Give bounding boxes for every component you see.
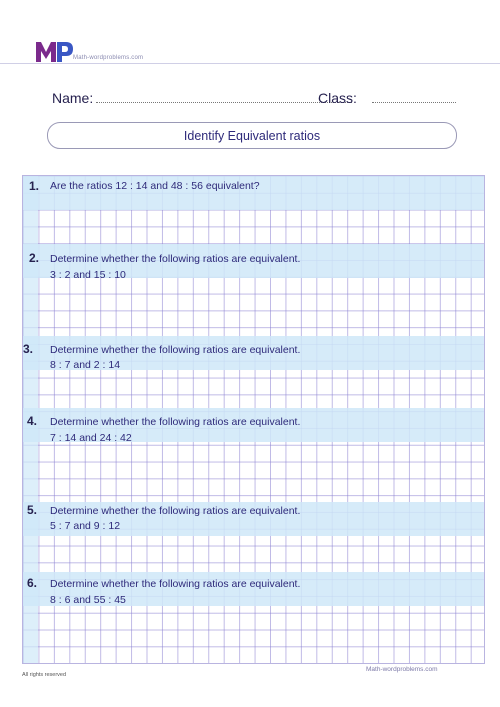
question-ratios: 8 : 6 and 55 : 45 [50,594,126,606]
question-ratios: 5 : 7 and 9 : 12 [50,520,121,532]
question-number: 2. [29,251,40,265]
question-number: 4. [27,414,38,428]
mp-logo-icon [36,40,74,64]
header-divider [0,63,500,64]
graph-paper-area [22,175,485,664]
worksheet-title: Identify Equivalent ratios [183,128,321,143]
question-ratios: 8 : 7 and 2 : 14 [50,359,121,371]
class-label: Class: [318,90,357,106]
question-ratios: 3 : 2 and 15 : 10 [50,269,126,281]
title-banner [47,122,457,149]
question-number: 5. [27,503,38,517]
question-text: Determine whether the following ratios are equivalent. [50,578,301,590]
question-text: Determine whether the following ratios are equivalent. [50,505,301,517]
question-text: Determine whether the following ratios are equivalent. [50,416,301,428]
question-text: Determine whether the following ratios are equivalent. [50,253,301,265]
class-field-line[interactable] [372,102,456,103]
brand-logo [36,40,156,64]
copyright-notice: All rights reserved [22,672,67,678]
question-number: 1. [29,179,40,193]
question-text: Determine whether the following ratios are equivalent. [50,344,301,356]
question-text: Are the ratios 12 : 14 and 48 : 56 equivalent? [50,180,260,192]
name-field-line[interactable] [96,102,352,103]
student-info-row [52,90,472,110]
logo-site-text: Math-wordproblems.com [73,55,144,61]
footer-site-link[interactable]: Math-wordproblems.com [366,666,438,673]
name-label: Name: [52,90,94,106]
question-number: 6. [27,576,38,590]
question-number: 3. [23,342,34,356]
question-ratios: 7 : 14 and 24 : 42 [50,432,132,444]
